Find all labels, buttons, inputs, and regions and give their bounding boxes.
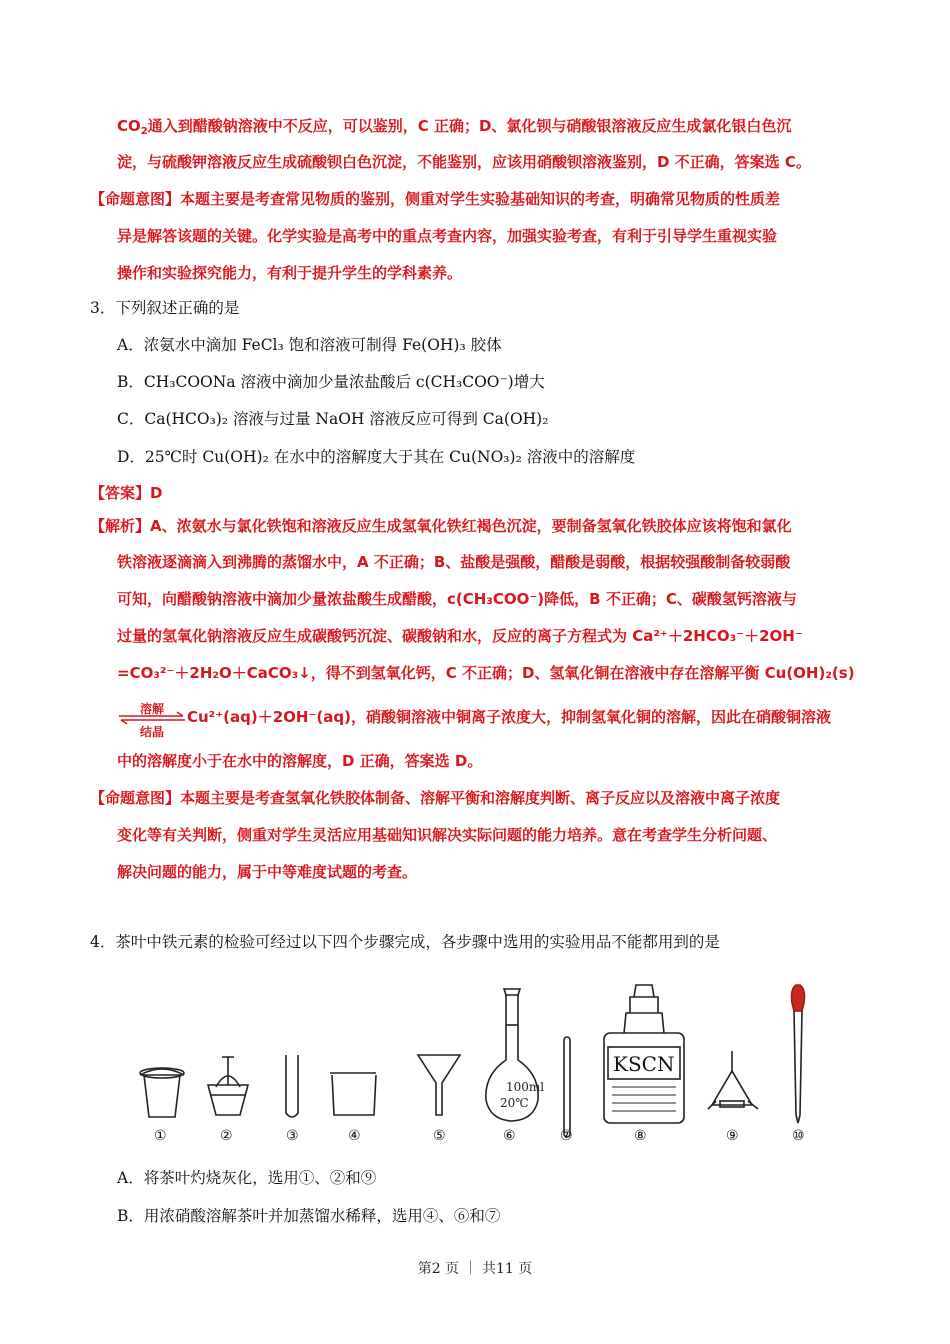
apparatus-label: ⑦	[560, 1128, 573, 1144]
crucible-icon	[140, 1068, 184, 1117]
apparatus-label: ⑤	[433, 1128, 446, 1144]
apparatus-label: ④	[348, 1128, 361, 1144]
intent-line: 变化等有关判断，侧重对学生灵活应用基础知识解决实际问题的能力培养。意在考查学生分析问题、	[117, 826, 778, 844]
question-stem: 3．下列叙述正确的是	[90, 299, 240, 317]
option-b: B．CH₃COONa 溶液中滴加少量浓盐酸后 c(CH₃COO⁻)增大	[117, 373, 545, 391]
apparatus-label: ③	[286, 1128, 299, 1144]
beaker-icon	[330, 1073, 376, 1115]
answer-line: 【答案】D	[90, 484, 163, 502]
apparatus-label: ⑧	[634, 1128, 647, 1144]
option-a: A．浓氨水中滴加 FeCl₃ 饱和溶液可制得 Fe(OH)₃ 胶体	[117, 336, 502, 354]
analysis-line: 淀，与硫酸钾溶液反应生成硫酸钡白色沉淀，不能鉴别，应该用硝酸钡溶液鉴别，D 不正确，答案选 C。	[117, 153, 811, 171]
dropper-icon	[792, 985, 805, 1123]
clay-triangle-basket-icon	[208, 1057, 248, 1115]
analysis-line: 铁溶液逐滴滴入到沸腾的蒸馏水中，A 不正确；B、盐酸是强酸，醋酸是弱酸，根据较强酸制备较弱酸	[117, 553, 791, 571]
apparatus-label: ②	[220, 1128, 233, 1144]
equilibrium-arrow: 溶解 结晶	[117, 708, 187, 728]
analysis-line: $CO_2$通入到醋酸钠溶液中不反应，可以鉴别，C 正确；D、氯化钡与硝酸银溶液反应生成氯化银白色沉	[117, 117, 792, 137]
apparatus-drawing	[130, 975, 830, 1150]
analysis-line: 【解析】A、浓氨水与氯化铁饱和溶液反应生成氢氧化铁红褐色沉淀，要制备氢氧化铁胶体应该将饱和氯化	[90, 517, 792, 535]
intent-line: 【命题意图】本题主要是考查常见物质的鉴别，侧重对学生实验基础知识的考查，明确常见物质的性质差	[90, 190, 781, 208]
lab-apparatus-figure	[130, 975, 830, 1150]
clay-triangle-icon	[708, 1051, 758, 1109]
page-footer: 第2 页 ｜ 共11 页	[417, 1261, 533, 1277]
analysis-line: 过量的氢氧化钠溶液反应生成碳酸钙沉淀、碳酸钠和水，反应的离子方程式为 Ca²⁺＋2HCO₃⁻＋2OH⁻	[117, 627, 803, 645]
equilibrium-line: 溶解 结晶 Cu²⁺(aq)＋2OH⁻(aq)，硝酸铜溶液中铜离子浓度大，抑制氢氧化铜的溶解，因此在硝酸铜溶液	[117, 707, 831, 728]
intent-line: 解决问题的能力，属于中等难度试题的考查。	[117, 863, 418, 881]
analysis-line: =CO₃²⁻＋2H₂O＋CaCO₃↓，得不到氢氧化钙，C 不正确；D、氢氧化铜在溶液中存在溶解平衡 Cu(OH)₂(s)	[117, 664, 855, 682]
test-tube-icon	[286, 1055, 298, 1117]
apparatus-label: ①	[154, 1128, 167, 1144]
option-c: C．Ca(HCO₃)₂ 溶液与过量 NaOH 溶液反应可得到 Ca(OH)₂	[117, 410, 549, 428]
reagent-label: KSCN	[613, 1052, 675, 1076]
flask-volume-text: 100ml	[506, 1080, 545, 1094]
option-d: D．25℃时 Cu(OH)₂ 在水中的溶解度大于其在 Cu(NO₃)₂ 溶液中的溶解度	[117, 448, 636, 466]
intent-line: 【命题意图】本题主要是考查氢氧化铁胶体制备、溶解平衡和溶解度判断、离子反应以及溶液中离子浓度	[90, 789, 781, 807]
option-a: A．将茶叶灼烧灰化，选用①、②和⑨	[117, 1169, 377, 1187]
apparatus-label: ⑥	[503, 1128, 516, 1144]
intent-line: 异是解答该题的关键。化学实验是高考中的重点考查内容，加强实验考查，有利于引导学生重视实验	[117, 227, 778, 245]
apparatus-label: ⑨	[726, 1128, 739, 1144]
question-stem: 4．茶叶中铁元素的检验可经过以下四个步骤完成，各步骤中选用的实验用品不能都用到的是	[90, 933, 720, 951]
intent-line: 操作和实验探究能力，有利于提升学生的学科素养。	[117, 264, 463, 282]
apparatus-label: ⑩	[792, 1128, 805, 1144]
option-b: B．用浓硝酸溶解茶叶并加蒸馏水稀释，选用④、⑥和⑦	[117, 1207, 501, 1225]
analysis-line: 中的溶解度小于在水中的溶解度，D 正确，答案选 D。	[117, 752, 483, 770]
flask-temp-text: 20℃	[500, 1096, 529, 1110]
analysis-line: 可知，向醋酸钠溶液中滴加少量浓盐酸生成醋酸，c(CH₃COO⁻)降低，B 不正确；C、碳酸氢钙溶液与	[117, 590, 797, 608]
funnel-icon	[418, 1055, 460, 1115]
glass-rod-icon	[564, 1037, 570, 1137]
